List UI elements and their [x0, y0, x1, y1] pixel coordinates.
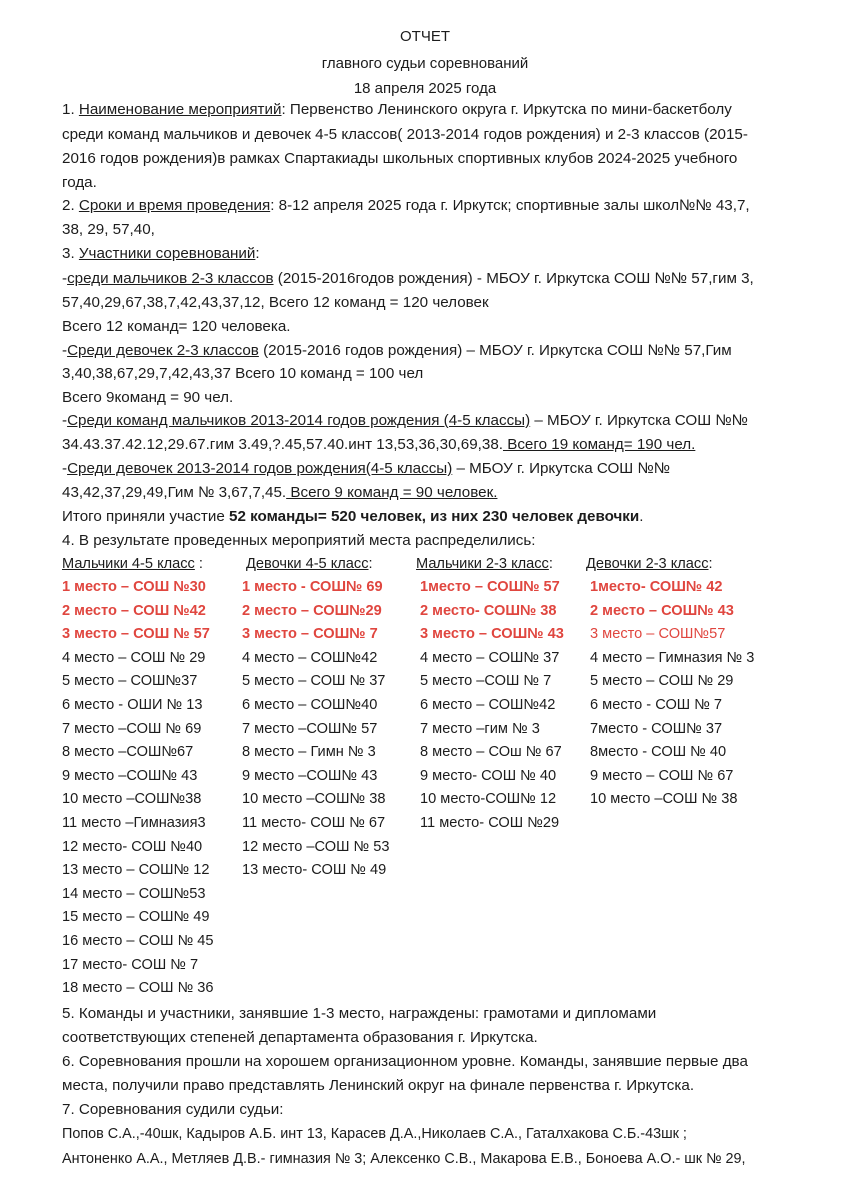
- result-col1-place-17: 17 место- СОШ № 7: [62, 956, 199, 973]
- result-col1-place-11: 11 место –Гимназия3: [62, 815, 206, 831]
- section-2-label: Сроки и время проведения: [78, 197, 271, 214]
- result-col3-place-2: 2 место- СОШ№ 38: [420, 602, 557, 619]
- result-col2-place-12: 12 место –СОШ № 53: [242, 838, 390, 855]
- result-col1-place-3: 3 место – СОШ № 57: [62, 626, 210, 643]
- result-col2-place-2: 2 место – СОШ№29: [242, 602, 382, 619]
- result-col4-place-8: 8место - СОШ № 40: [590, 744, 727, 761]
- result-col1-place-7: 7 место –СОШ № 69: [62, 720, 202, 737]
- participants-boys-2-3-label: среди мальчиков 2-3 классов: [67, 270, 274, 287]
- result-col1-place-16: 16 место – СОШ № 45: [62, 933, 214, 949]
- col-header-tail: :: [548, 556, 553, 572]
- result-col4-place-7: 7место - СОШ№ 37: [590, 720, 723, 737]
- col-header-boys-4-5: [62, 556, 203, 572]
- col-header-girls-4-5-label: Девочки 4-5 класс: [246, 556, 369, 572]
- participants-boys-4-5-schools: 34.43.37.42.12,29.67.гим 3.49,?.45,57.40.инт 13,53,36,30,69,38.: [62, 436, 503, 453]
- section-5-line-2: соответствующих степеней департамента образования г. Иркутска.: [62, 1029, 538, 1046]
- section-1-line-2: среди команд мальчиков и девочек 4-5 классов( 2013-2014 годов рождения) и 2-3 классов (2015-: [62, 126, 748, 143]
- result-col2-place-7: 7 место –СОШ№ 57: [242, 720, 378, 737]
- result-col3-place-7: 7 место –гим № 3: [420, 720, 540, 737]
- result-col3-place-1: 1место – СОШ№ 57: [420, 579, 560, 595]
- col-header-girls-2-3-label: Девочки 2-3 класс: [586, 556, 709, 572]
- result-col1-place-12: 12 место- СОШ №40: [62, 838, 203, 855]
- result-col1-place-9: 9 место –СОШ№ 43: [62, 767, 198, 784]
- participants-boys-4-5-line-2: [62, 436, 695, 453]
- dash: -: [62, 270, 68, 287]
- result-col4-place-4: 4 место – Гимназия № 3: [590, 649, 755, 666]
- result-col1-place-6: 6 место - ОШИ № 13: [62, 697, 203, 713]
- section-3-colon: :: [255, 245, 260, 262]
- report-title: ОТЧЕТ: [400, 28, 450, 45]
- result-col1-place-10: 10 место –СОШ№38: [62, 791, 202, 808]
- result-col3-place-9: 9 место- СОШ № 40: [420, 767, 557, 784]
- result-col4-place-1: 1место- СОШ№ 42: [590, 579, 723, 595]
- report-subtitle: главного судьи соревнований: [321, 55, 529, 72]
- participants-total: [62, 508, 643, 525]
- participants-girls-2-3: [62, 342, 732, 359]
- result-col2-place-8: 8 место – Гимн № 3: [242, 744, 376, 761]
- col-header-tail: :: [368, 556, 373, 572]
- participants-girls-4-5-text: – МБОУ г. Иркутска СОШ №№: [452, 460, 671, 477]
- result-col3-place-6: 6 место – СОШ№42: [420, 697, 556, 713]
- result-col2-place-6: 6 место – СОШ№40: [242, 697, 378, 713]
- result-col2-place-4: 4 место – СОШ№42: [242, 649, 378, 666]
- section-2-line-1: [62, 197, 750, 214]
- result-col4-place-2: 2 место – СОШ№ 43: [590, 602, 734, 619]
- result-col1-place-14: 14 место – СОШ№53: [62, 885, 206, 902]
- result-col4-place-10: 10 место –СОШ № 38: [590, 791, 738, 808]
- participants-girls-2-3-line-2: 3,40,38,67,29,7,42,43,37 Всего 10 команд = 100 чел: [62, 365, 424, 382]
- col-header-boys-4-5-label: Мальчики 4-5 класс: [62, 556, 195, 572]
- dash: -: [62, 412, 68, 429]
- section-7-heading: 7. Соревнования судили судьи:: [62, 1101, 284, 1118]
- section-2-text: : 8-12 апреля 2025 года г. Иркутск; спортивные залы школ№№ 43,7,: [270, 197, 750, 214]
- result-col1-place-13: 13 место – СОШ№ 12: [62, 862, 210, 879]
- result-col4-place-9: 9 место – СОШ № 67: [590, 767, 734, 784]
- participants-boys-2-3-line-3: Всего 12 команд= 120 человека.: [62, 318, 291, 335]
- result-col4-place-3: 3 место – СОШ№57: [590, 626, 726, 643]
- col-header-tail: :: [194, 556, 203, 572]
- col-header-girls-4-5: [246, 556, 373, 572]
- report-date: 18 апреля 2025 года: [353, 80, 497, 97]
- section-3-number: 3.: [62, 245, 79, 262]
- section-1-line-3: 2016 годов рождения)в рамках Спартакиады школьных спортивных клубов 2024-2025 учебного: [62, 150, 738, 167]
- participants-girls-2-3-text: (2015-2016 годов рождения) – МБОУ г. Иркутска СОШ №№ 57,Гим: [258, 342, 732, 359]
- section-1-text: : Первенство Ленинского округа г. Иркутска по мини-баскетболу: [281, 101, 732, 118]
- participants-girls-2-3-line-3: Всего 9команд = 90 чел.: [62, 389, 234, 406]
- col-header-girls-2-3: [586, 556, 713, 572]
- result-col1-place-1: 1 место – СОШ №30: [62, 579, 206, 595]
- result-col2-place-5: 5 место – СОШ № 37: [242, 673, 386, 690]
- result-col1-place-4: 4 место – СОШ № 29: [62, 649, 206, 666]
- result-col2-place-9: 9 место –СОШ№ 43: [242, 767, 378, 784]
- participants-boys-2-3-line-2: 57,40,29,67,38,7,42,43,37,12, Всего 12 команд = 120 человек: [62, 294, 489, 311]
- result-col2-place-3: 3 место – СОШ№ 7: [242, 626, 378, 643]
- participants-total-label: Итого приняли участие: [62, 508, 230, 525]
- participants-girls-2-3-label: Среди девочек 2-3 классов: [67, 342, 259, 359]
- participants-boys-4-5-total: Всего 19 команд= 190 чел.: [502, 436, 696, 453]
- section-3-heading: [62, 245, 260, 262]
- participants-boys-2-3: [62, 270, 754, 287]
- section-1-number: 1.: [62, 101, 79, 118]
- col-header-tail: :: [708, 556, 713, 572]
- result-col1-place-8: 8 место –СОШ№67: [62, 744, 194, 761]
- participants-girls-4-5-label: Среди девочек 2013-2014 годов рождения(4-5 классы): [67, 460, 453, 477]
- result-col1-place-2: 2 место – СОШ №42: [62, 602, 206, 619]
- section-4-intro: 4. В результате проведенных мероприятий места распределились:: [62, 532, 536, 549]
- section-6-line-1: 6. Соревнования прошли на хорошем организационном уровне. Команды, занявшие первые два: [62, 1053, 748, 1070]
- participants-boys-4-5: [62, 412, 748, 429]
- participants-girls-4-5: [62, 460, 670, 477]
- judges-line-1: Попов С.А.,-40шк, Кадыров А.Б. инт 13, Карасев Д.А.,Николаев С.А., Гаталхакова С.Б.-43шк ;: [62, 1126, 687, 1142]
- section-2-number: 2.: [62, 197, 79, 214]
- result-col2-place-1: 1 место - СОШ№ 69: [242, 579, 383, 595]
- participants-girls-4-5-total: Всего 9 команд = 90 человек.: [286, 484, 498, 501]
- section-1-line-1: [62, 101, 732, 118]
- result-col3-place-5: 5 место –СОШ № 7: [420, 673, 552, 690]
- section-5-line-1: 5. Команды и участники, занявшие 1-3 место, награждены: грамотами и дипломами: [62, 1005, 657, 1022]
- section-2-line-2: 38, 29, 57,40,: [62, 221, 155, 238]
- participants-boys-4-5-label: Среди команд мальчиков 2013-2014 годов рождения (4-5 классы): [67, 412, 531, 429]
- result-col3-place-10: 10 место-СОШ№ 12: [420, 791, 557, 808]
- section-3-label: Участники соревнований: [78, 245, 256, 262]
- dash: -: [62, 342, 68, 359]
- result-col1-place-5: 5 место – СОШ№37: [62, 673, 198, 690]
- section-1-label: Наименование мероприятий: [78, 101, 282, 118]
- result-col1-place-15: 15 место – СОШ№ 49: [62, 909, 210, 926]
- col-header-boys-2-3-label: Мальчики 2-3 класс: [416, 556, 549, 572]
- participants-total-end: .: [639, 508, 644, 525]
- result-col2-place-13: 13 место- СОШ № 49: [242, 862, 387, 879]
- result-col1-place-18: 18 место – СОШ № 36: [62, 980, 214, 997]
- participants-girls-4-5-line-2: [62, 484, 497, 501]
- result-col4-place-5: 5 место – СОШ № 29: [590, 673, 734, 690]
- result-col2-place-10: 10 место –СОШ№ 38: [242, 791, 386, 808]
- participants-total-value: 52 команды= 520 человек, из них 230 человек девочки: [229, 508, 640, 525]
- result-col2-place-11: 11 место- СОШ № 67: [242, 815, 386, 831]
- section-1-line-4: года.: [62, 174, 97, 191]
- judges-line-2: Антоненко А.А., Метляев Д.В.- гимназия № 3; Алексенко С.В., Макарова Е.В., Боноева А.О.- шк № 29,: [62, 1151, 746, 1167]
- col-header-boys-2-3: [416, 556, 553, 572]
- participants-girls-4-5-schools: 43,42,37,29,49,Гим № 3,67,7,45.: [62, 484, 287, 501]
- section-6-line-2: места, получили право представлять Ленинский округ на финале первенства г. Иркутска.: [62, 1077, 695, 1094]
- participants-boys-2-3-text: (2015-2016годов рождения) - МБОУ г. Иркутска СОШ №№ 57,гим 3,: [273, 270, 754, 287]
- dash: -: [62, 460, 68, 477]
- result-col3-place-8: 8 место – СОш № 67: [420, 744, 562, 761]
- participants-boys-4-5-text: – МБОУ г. Иркутска СОШ №№: [530, 412, 748, 429]
- result-col3-place-4: 4 место – СОШ№ 37: [420, 649, 560, 666]
- result-col4-place-6: 6 место - СОШ № 7: [590, 697, 723, 713]
- result-col3-place-11: 11 место- СОШ №29: [420, 815, 560, 831]
- result-col3-place-3: 3 место – СОШ№ 43: [420, 626, 564, 643]
